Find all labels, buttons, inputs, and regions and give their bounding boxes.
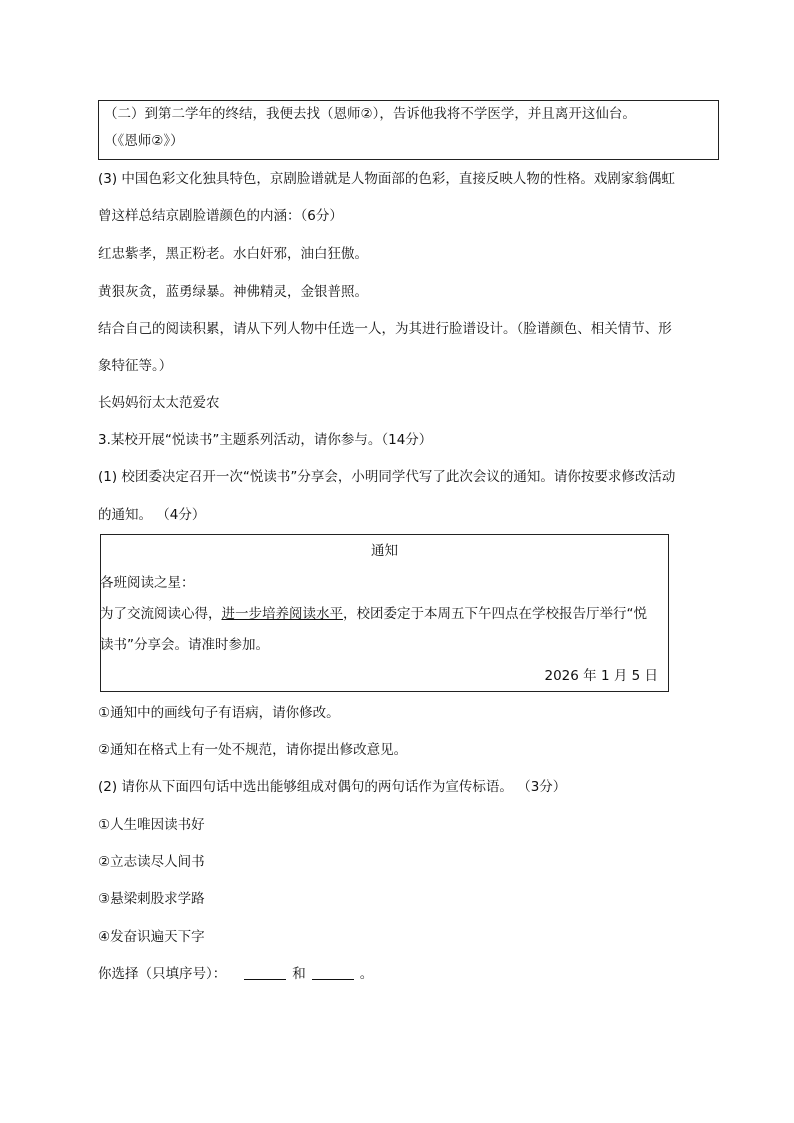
answer-and: 和 xyxy=(292,966,306,982)
verse-line-2: 黄狠灰贪，蓝勇绿暴。神佛精灵，金银普照。 xyxy=(98,284,368,300)
q3-3-intro-line-2: 曾这样总结京剧脸谱颜色的内涵：（6分） xyxy=(98,208,343,224)
option-4: ④发奋识遍天下字 xyxy=(98,929,205,945)
verse-line-1: 红忠紫孝，黑正粉老。水白奸邪，油白狂傲。 xyxy=(98,246,368,262)
option-1: ①人生唯因读书好 xyxy=(98,817,205,833)
notice-body-post: ，校团委定于本周五下午四点在学校报告厅举行“悦 xyxy=(343,606,647,622)
notice-body-pre: 为了交流阅读心得， xyxy=(100,606,222,622)
q3-3-task-line-2: 象特征等。） xyxy=(98,358,173,374)
subquestion-b: ②通知在格式上有一处不规范，请你提出修改意见。 xyxy=(98,742,408,758)
q3-1-prompt-line-1: (1) 校团委决定召开一次“悦读书”分享会，小明同学代写了此次会议的通知。请你按要求修改活动 xyxy=(98,469,676,485)
question-3-title: 3.某校开展“悦读书”主题系列活动，请你参与。（14分） xyxy=(98,432,433,448)
q3-2-prompt: (2) 请你从下面四句话中选出能够组成对偶句的两句话作为宣传标语。 （3分） xyxy=(98,779,567,795)
option-2: ②立志读尽人间书 xyxy=(98,854,205,870)
q3-3-intro-line-1: (3) 中国色彩文化独具特色，京剧脸谱就是人物面部的色彩，直接反映人物的性格。戏剧家翁偶虹 xyxy=(98,171,675,187)
answer-prompt: 你选择（只填序号）： xyxy=(98,966,227,982)
answer-end: 。 xyxy=(359,966,374,982)
answer-blank-2[interactable] xyxy=(312,965,354,980)
notice-body-line-2: 读书”分享会。请准时参加。 xyxy=(100,637,269,653)
notice-underlined-sentence: 进一步培养阅读水平 xyxy=(221,606,343,622)
answer-line xyxy=(98,965,373,983)
character-list: 长妈妈衍太太范爱农 xyxy=(98,395,220,411)
notice-body-line-1 xyxy=(100,605,647,623)
quote-line-2: （《恩师②》） xyxy=(104,133,184,149)
notice-title: 通知 xyxy=(371,543,398,559)
notice-salutation: 各班阅读之星： xyxy=(100,575,195,591)
answer-blank-1[interactable] xyxy=(244,965,286,980)
q3-3-task-line-1: 结合自己的阅读积累，请从下列人物中任选一人，为其进行脸谱设计。（脸谱颜色、相关情节、形 xyxy=(98,321,672,337)
quote-line-1: （二）到第二学年的终结，我便去找（恩师②），告诉他我将不学医学，并且离开这仙台。 xyxy=(104,106,636,122)
subquestion-a: ①通知中的画线句子有语病，请你修改。 xyxy=(98,705,340,721)
q3-1-prompt-line-2: 的通知。 （4分） xyxy=(98,507,206,523)
notice-date: 2026 年 1 月 5 日 xyxy=(544,668,658,684)
option-3: ③悬梁刺股求学路 xyxy=(98,891,205,907)
